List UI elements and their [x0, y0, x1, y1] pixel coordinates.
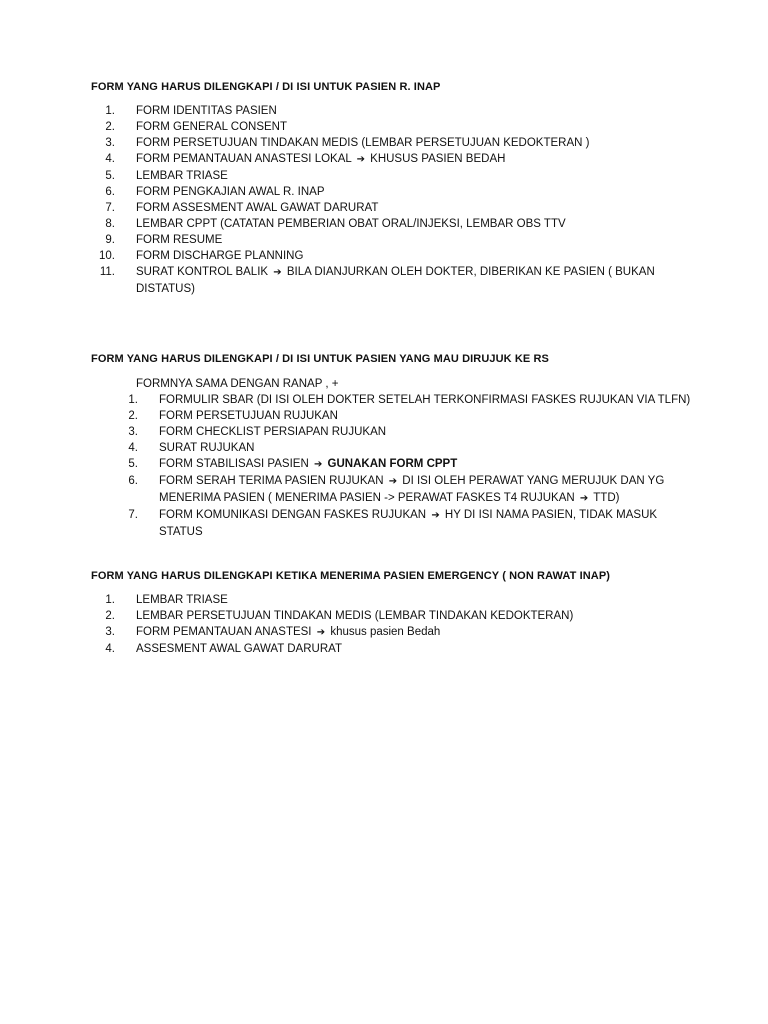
arrow-right-icon: ➔ — [313, 459, 323, 470]
item-number: 6. — [105, 186, 115, 198]
item-text: ASSESMENT AWAL GAWAT DARURAT — [136, 643, 342, 655]
item-text: FORM ASSESMENT AWAL GAWAT DARURAT — [136, 202, 379, 214]
item-text: FORM PERSETUJUAN RUJUKAN — [159, 410, 338, 422]
list-item — [91, 103, 691, 119]
item-text: FORM PENGKAJIAN AWAL R. INAP — [136, 186, 325, 198]
item-number: 5. — [105, 170, 115, 182]
list-item — [114, 507, 694, 540]
list-item — [91, 624, 691, 641]
list-item — [91, 641, 691, 657]
item-note-bold: GUNAKAN FORM CPPT — [327, 458, 458, 470]
list-item — [91, 200, 691, 216]
list-item — [114, 440, 694, 456]
item-number: 2. — [128, 410, 138, 422]
item-number: 7. — [128, 509, 138, 521]
item-number: 5. — [128, 458, 138, 470]
list-item — [114, 456, 694, 473]
item-text: LEMBAR CPPT (CATATAN PEMBERIAN OBAT ORAL/INJEKSI, LEMBAR OBS TTV — [136, 218, 566, 230]
item-number: 4. — [105, 643, 115, 655]
list-emergency — [91, 592, 691, 657]
item-text: FORM CHECKLIST PERSIAPAN RUJUKAN — [159, 426, 387, 438]
item-text: FORM SERAH TERIMA PASIEN RUJUKAN — [159, 475, 384, 487]
item-note: BILA DIANJURKAN OLEH DOKTER, DIBERIKAN KE PASIEN ( BUKAN DISTATUS) — [136, 266, 655, 295]
item-number: 3. — [128, 426, 138, 438]
item-number: 9. — [105, 234, 115, 246]
item-number: 7. — [105, 202, 115, 214]
item-note: khusus pasien Bedah — [330, 626, 441, 638]
list-item — [114, 392, 694, 408]
arrow-right-icon: ➔ — [273, 267, 282, 278]
list-item — [114, 408, 694, 424]
item-text: LEMBAR PERSETUJUAN TINDAKAN MEDIS (LEMBAR TINDAKAN KEDOKTERAN) — [136, 610, 574, 622]
list-item — [91, 168, 691, 184]
list-item — [91, 151, 691, 168]
item-number: 8. — [105, 218, 115, 230]
item-text: FORM PERSETUJUAN TINDAKAN MEDIS (LEMBAR PERSETUJUAN KEDOKTERAN ) — [136, 137, 590, 149]
item-number: 11. — [99, 266, 115, 278]
item-text: LEMBAR TRIASE — [136, 170, 228, 182]
list-item — [91, 184, 691, 200]
item-text: SURAT RUJUKAN — [159, 442, 255, 454]
list-item — [91, 135, 691, 151]
arrow-right-icon: ➔ — [316, 627, 326, 638]
item-number: 1. — [128, 394, 138, 406]
item-number: 6. — [128, 475, 138, 487]
list-item — [91, 232, 691, 248]
item-number: 1. — [105, 594, 115, 606]
item-text: FORM GENERAL CONSENT — [136, 121, 288, 133]
arrow-right-icon: ➔ — [579, 493, 589, 504]
item-note: HY DI ISI NAMA PASIEN, TIDAK MASUK STATUS — [159, 509, 658, 538]
item-note: DI ISI OLEH PERAWAT YANG MERUJUK DAN YG MENERIMA PASIEN ( MENERIMA PASIEN -> PERAWAT FASKES T4 RUJUKAN — [159, 475, 665, 504]
referral-intro: FORMNYA SAMA DENGAN RANAP , + — [136, 378, 339, 390]
list-item — [91, 119, 691, 135]
list-inpatient — [91, 103, 691, 297]
item-text: FORMULIR SBAR (DI ISI OLEH DOKTER SETELAH TERKONFIRMASI FASKES RUJUKAN VIA TLFN) — [159, 394, 691, 406]
item-number: 2. — [105, 121, 115, 133]
heading-emergency: FORM YANG HARUS DILENGKAPI KETIKA MENERIMA PASIEN EMERGENCY ( NON RAWAT INAP) — [91, 570, 611, 582]
item-number: 3. — [105, 137, 115, 149]
item-text: FORM RESUME — [136, 234, 223, 246]
item-text: SURAT KONTROL BALIK — [136, 266, 269, 278]
item-number: 4. — [105, 153, 115, 165]
arrow-right-icon: ➔ — [388, 476, 398, 487]
list-item — [91, 264, 691, 297]
item-number: 4. — [128, 442, 138, 454]
item-note: TTD) — [593, 492, 620, 504]
item-number: 1. — [105, 105, 115, 117]
item-text: LEMBAR TRIASE — [136, 594, 228, 606]
item-text: FORM PEMANTAUAN ANASTESI LOKAL — [136, 153, 352, 165]
item-text: FORM IDENTITAS PASIEN — [136, 105, 277, 117]
list-item — [114, 424, 694, 440]
item-text: FORM PEMANTAUAN ANASTESI — [136, 626, 312, 638]
arrow-right-icon: ➔ — [356, 154, 365, 165]
item-note: KHUSUS PASIEN BEDAH — [370, 153, 506, 165]
list-item — [91, 592, 691, 608]
item-number: 3. — [105, 626, 115, 638]
item-text: FORM KOMUNIKASI DENGAN FASKES RUJUKAN — [159, 509, 427, 521]
item-text: FORM STABILISASI PASIEN — [159, 458, 309, 470]
item-number: 10. — [99, 250, 115, 262]
list-item — [91, 608, 691, 624]
list-item — [91, 248, 691, 264]
heading-inpatient: FORM YANG HARUS DILENGKAPI / DI ISI UNTUK PASIEN R. INAP — [91, 81, 441, 93]
arrow-right-icon: ➔ — [431, 510, 440, 521]
list-item — [91, 216, 691, 232]
list-referral — [114, 392, 694, 540]
item-number: 2. — [105, 610, 115, 622]
heading-referral: FORM YANG HARUS DILENGKAPI / DI ISI UNTUK PASIEN YANG MAU DIRUJUK KE RS — [91, 353, 549, 365]
list-item — [114, 473, 694, 507]
item-text: FORM DISCHARGE PLANNING — [136, 250, 304, 262]
